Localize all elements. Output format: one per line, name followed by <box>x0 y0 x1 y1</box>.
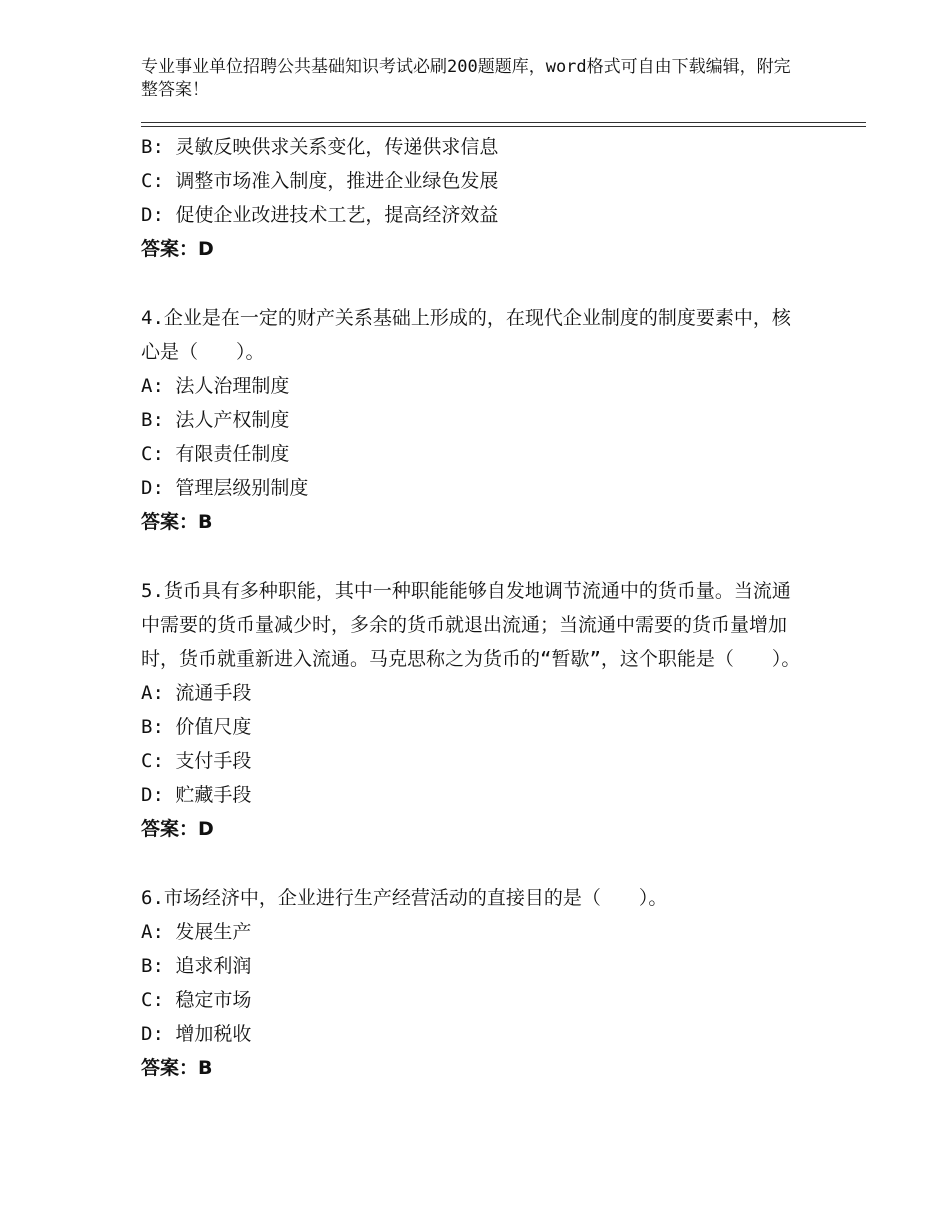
document-header: 专业事业单位招聘公共基础知识考试必刷200题题库，word格式可自由下载编辑，附完整答案！ <box>141 57 791 100</box>
question-stem: 5.货币具有多种职能，其中一种职能能够自发地调节流通中的货币量。当流通中需要的货币量减少时，多余的货币就退出流通；当流通中需要的货币量增加时，货币就重新进入流通。马克思称之为货币的“暂歇”，这个职能是（ ）。 <box>141 580 801 670</box>
option-d: D: 增加税收 <box>141 1023 252 1045</box>
question-stem: 6.市场经济中，企业进行生产经营活动的直接目的是（ ）。 <box>141 887 668 909</box>
option-b: B: 追求利润 <box>141 955 252 977</box>
question-6 <box>141 881 801 1085</box>
option-c: C: 有限责任制度 <box>141 443 290 465</box>
header-divider-second <box>141 126 866 127</box>
answer: 答案：B <box>141 511 213 533</box>
question-list <box>141 130 801 1085</box>
option-c: C: 稳定市场 <box>141 989 252 1011</box>
question-5 <box>141 574 801 846</box>
header-divider <box>141 122 866 123</box>
answer: 答案：B <box>141 1057 213 1079</box>
option-a: A: 发展生产 <box>141 921 252 943</box>
question-4 <box>141 301 801 539</box>
option-a: A: 法人治理制度 <box>141 375 290 397</box>
option-b: B: 法人产权制度 <box>141 409 290 431</box>
option-b: B: 灵敏反映供求关系变化，传递供求信息 <box>141 136 499 158</box>
answer: 答案：D <box>141 238 214 260</box>
option-a: A: 流通手段 <box>141 682 252 704</box>
question-stem: 4.企业是在一定的财产关系基础上形成的，在现代企业制度的制度要素中，核心是（ ）。 <box>141 307 791 363</box>
question-3-continued <box>141 130 801 266</box>
answer: 答案：D <box>141 818 214 840</box>
option-d: D: 管理层级别制度 <box>141 477 309 499</box>
option-c: C: 调整市场准入制度，推进企业绿色发展 <box>141 170 499 192</box>
option-c: C: 支付手段 <box>141 750 252 772</box>
option-d: D: 贮藏手段 <box>141 784 252 806</box>
option-d: D: 促使企业改进技术工艺，提高经济效益 <box>141 204 499 226</box>
option-b: B: 价值尺度 <box>141 716 252 738</box>
